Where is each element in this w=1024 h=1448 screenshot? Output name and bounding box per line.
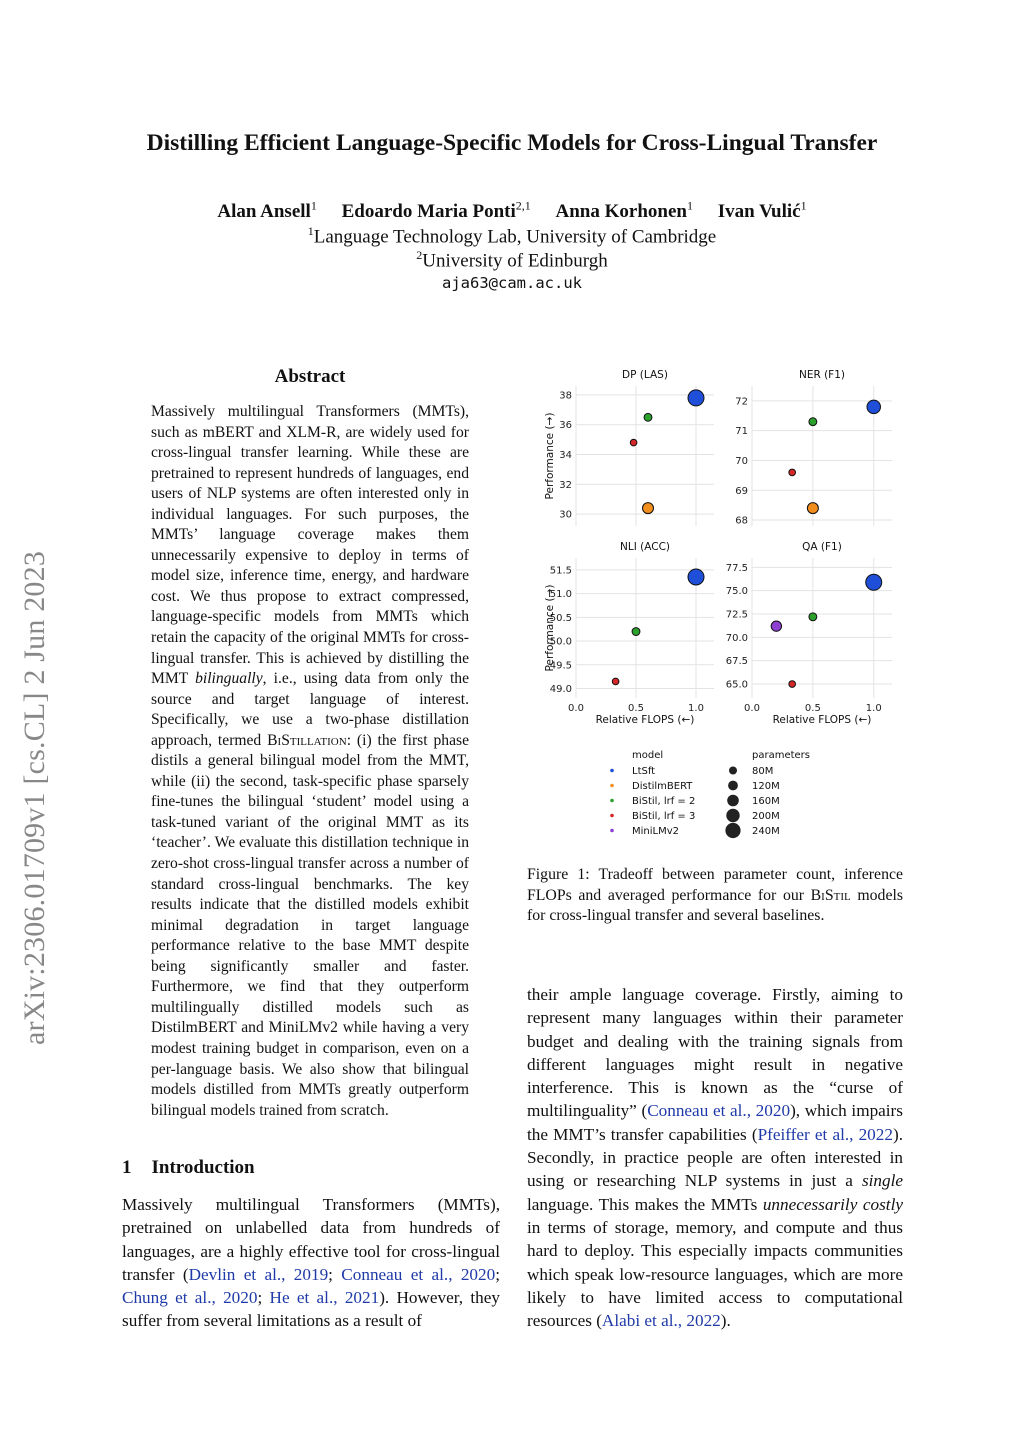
x-axis-label: Relative FLOPS (←) [595,714,695,726]
y-tick-label: 30 [559,509,572,521]
legend-marker [610,784,614,788]
y-tick-label: 50.0 [549,636,572,648]
x-axis-label: Relative FLOPS (←) [772,714,872,726]
legend-size-marker [726,809,739,822]
panel-title: NLI (ACC) [620,541,670,553]
y-tick-label: 49.0 [549,684,572,696]
x-tick-label: 1.0 [688,703,704,714]
data-point [809,418,817,426]
email[interactable]: aja63@cam.ac.uk [442,274,582,292]
data-point [643,503,654,514]
y-tick-label: 75.0 [725,586,748,598]
legend-title: model [632,750,664,761]
x-tick-label: 0.0 [568,703,584,714]
author: Edoardo Maria Ponti$^{2,1}$ [341,199,531,223]
data-point [632,628,640,636]
panel-title: QA (F1) [802,541,842,553]
legend-marker [610,814,614,818]
y-tick-label: 49.5 [549,660,572,672]
paper-title: Distilling Efficient Language-Specific Models for Cross-Lingual Transfer [146,130,878,156]
legend-marker [610,829,614,833]
arxiv-stamp: arXiv:2306.01709v1 [cs.CL] 2 Jun 2023 [18,550,51,1045]
x-tick-label: 0.0 [744,703,760,714]
legend-marker [610,799,614,803]
y-tick-label: 34 [559,450,572,462]
y-tick-label: 32 [559,479,572,491]
legend-size-marker [727,795,739,807]
x-tick-label: 0.5 [628,703,644,714]
citation-link[interactable]: Pfeiffer et al., 2022 [757,1124,893,1144]
y-tick-label: 68 [735,515,748,527]
y-tick-label: 38 [559,390,572,402]
panel-title: DP (LAS) [622,369,668,381]
legend-label: 80M [752,766,774,777]
data-point [612,678,619,685]
data-point [866,574,882,590]
legend-label: BiStil, lrf = 2 [632,796,696,807]
y-tick-label: 51.0 [549,589,572,601]
author-list [0,199,1024,223]
legend-label: DistilmBERT [632,781,693,792]
panel-title: NER (F1) [798,369,846,381]
data-point [809,613,817,621]
data-point [688,569,704,585]
data-point [867,400,881,414]
citation-link[interactable]: Conneau et al., 2020 [647,1101,791,1121]
y-tick-label: 71 [735,426,748,438]
citation-link[interactable]: He et al., 2021 [269,1288,380,1308]
legend-title: parameters [752,750,811,761]
legend-label: BiStil, lrf = 3 [632,811,696,822]
x-tick-label: 1.0 [865,703,882,714]
legend-label: 120M [752,781,780,792]
y-tick-label: 69 [735,485,748,497]
author: Anna Korhonen$^1$ [555,199,693,223]
y-tick-label: 51.5 [549,565,572,577]
y-tick-label: 67.5 [725,656,748,668]
section-heading: 1 Introduction [122,1157,255,1178]
y-tick-label: 70.0 [725,632,748,644]
y-tick-label: 77.5 [725,562,748,574]
affiliation: $^2$University of Edinburgh [416,248,608,272]
y-tick-label: 72.5 [725,609,748,621]
intro-paragraph: Massively multilingual Transformers (MMTs), pretrained on unlabelled data from hundreds of languages, are a highly effective tool for cross-lingual transfer (Devlin et al., 2019; Conneau et al., 2020; Chung et al., 2020; He et al., 2021). However, they suffer from several limitations as a result of [122,1195,500,1331]
data-point [630,439,637,446]
figure-1-scatter-grid [526,362,916,852]
author: Ivan Vulić$^1$ [717,199,807,223]
y-axis-label: Performance (→) [544,584,556,672]
data-point [688,390,704,406]
legend-size-marker [729,767,737,775]
x-tick-label: 0.5 [804,703,821,714]
data-point [771,621,781,631]
legend-size-marker [728,781,738,791]
citation-link[interactable]: Devlin et al., 2019 [188,1264,329,1284]
citation-link[interactable]: Conneau et al., 2020 [341,1264,496,1284]
abstract-heading: Abstract [274,366,346,387]
legend-label: 240M [752,826,780,837]
data-point [789,681,796,688]
legend-label: MiniLMv2 [632,826,680,837]
y-tick-label: 36 [559,420,572,432]
data-point [807,503,818,514]
legend-size-marker [725,823,740,838]
y-tick-label: 72 [735,396,748,408]
y-tick-label: 50.5 [549,612,572,624]
y-axis-label: Performance (→) [544,412,556,500]
legend-label: 200M [752,811,780,822]
affiliation: $^1$Language Technology Lab, University of Cambridge [307,224,717,248]
legend-label: LtSft [632,766,656,777]
citation-link[interactable]: Alabi et al., 2022 [601,1311,721,1331]
citation-link[interactable]: Chung et al., 2020 [122,1288,258,1308]
right-column-paragraph: their ample language coverage. Firstly, aiming to represent many languages within their parameter budget and dealing with the training signals from different languages might result in negative interference. This is known as the “curse of multilinguality” (Conneau et al., 2020), which impairs the MMT’s transfer capabilities (Pfeiffer et al., 2022). Secondly, in practice people are often interested in using or researching NLP systems in just a single language. This makes the MMTs unnecessarily costly in terms of storage, memory, and compute and thus hard to deploy. This especially impacts communities which speak low-resource languages, which are more likely to have limited access to computational resources (Alabi et al., 2022). [527,985,903,1331]
legend-marker [610,769,614,773]
data-point [644,413,652,421]
author: Alan Ansell$^1$ [217,199,317,223]
y-tick-label: 70 [735,455,748,467]
y-tick-label: 65.0 [725,679,748,691]
figure-caption: Figure 1: Tradeoff between parameter count, inference FLOPs and averaged performance for our BiStil models for cross-lingual transfer and several baselines. [527,866,903,925]
legend-label: 160M [752,796,780,807]
abstract-body: Massively multilingual Transformers (MMTs), such as mBERT and XLM-R, are widely used for cross-lingual transfer learning. While these are pretrained to represent hundreds of languages, end users of NLP systems are often interested only in individual languages. For such purposes, the MMTs’ language coverage makes them unnecessarily expensive to deploy in terms of model size, inference time, energy, and hardware cost. We thus propose to extract compressed, language-specific models from MMTs which retain the capacity of the original MMTs for cross-lingual transfer. This is achieved by distilling the MMT bilingually, i.e., using data from only the source and target language of interest. Specifically, we use a two-phase distillation approach, termed BiStillation: (i) the first phase distils a general bilingual model from the MMT, while (ii) the second, task-specific phase sparsely fine-tunes the bilingual ‘student’ model using a task-tuned variant of the original MMT as its ‘teacher’. We evaluate this distillation technique in zero-shot cross-lingual transfer across a number of standard cross-lingual benchmarks. The key results indicate that the distilled models exhibit minimal degradation in target language performance relative to the base MMT despite being significantly smaller and faster. Furthermore, we find that they outperform multilingually distilled models such as DistilmBERT and MiniLMv2 while having a very modest training budget in comparison, even on a per-language basis. We also show that bilingual models distilled from MMTs greatly outperform bilingual models trained from scratch. [151,403,470,1119]
data-point [789,469,796,476]
